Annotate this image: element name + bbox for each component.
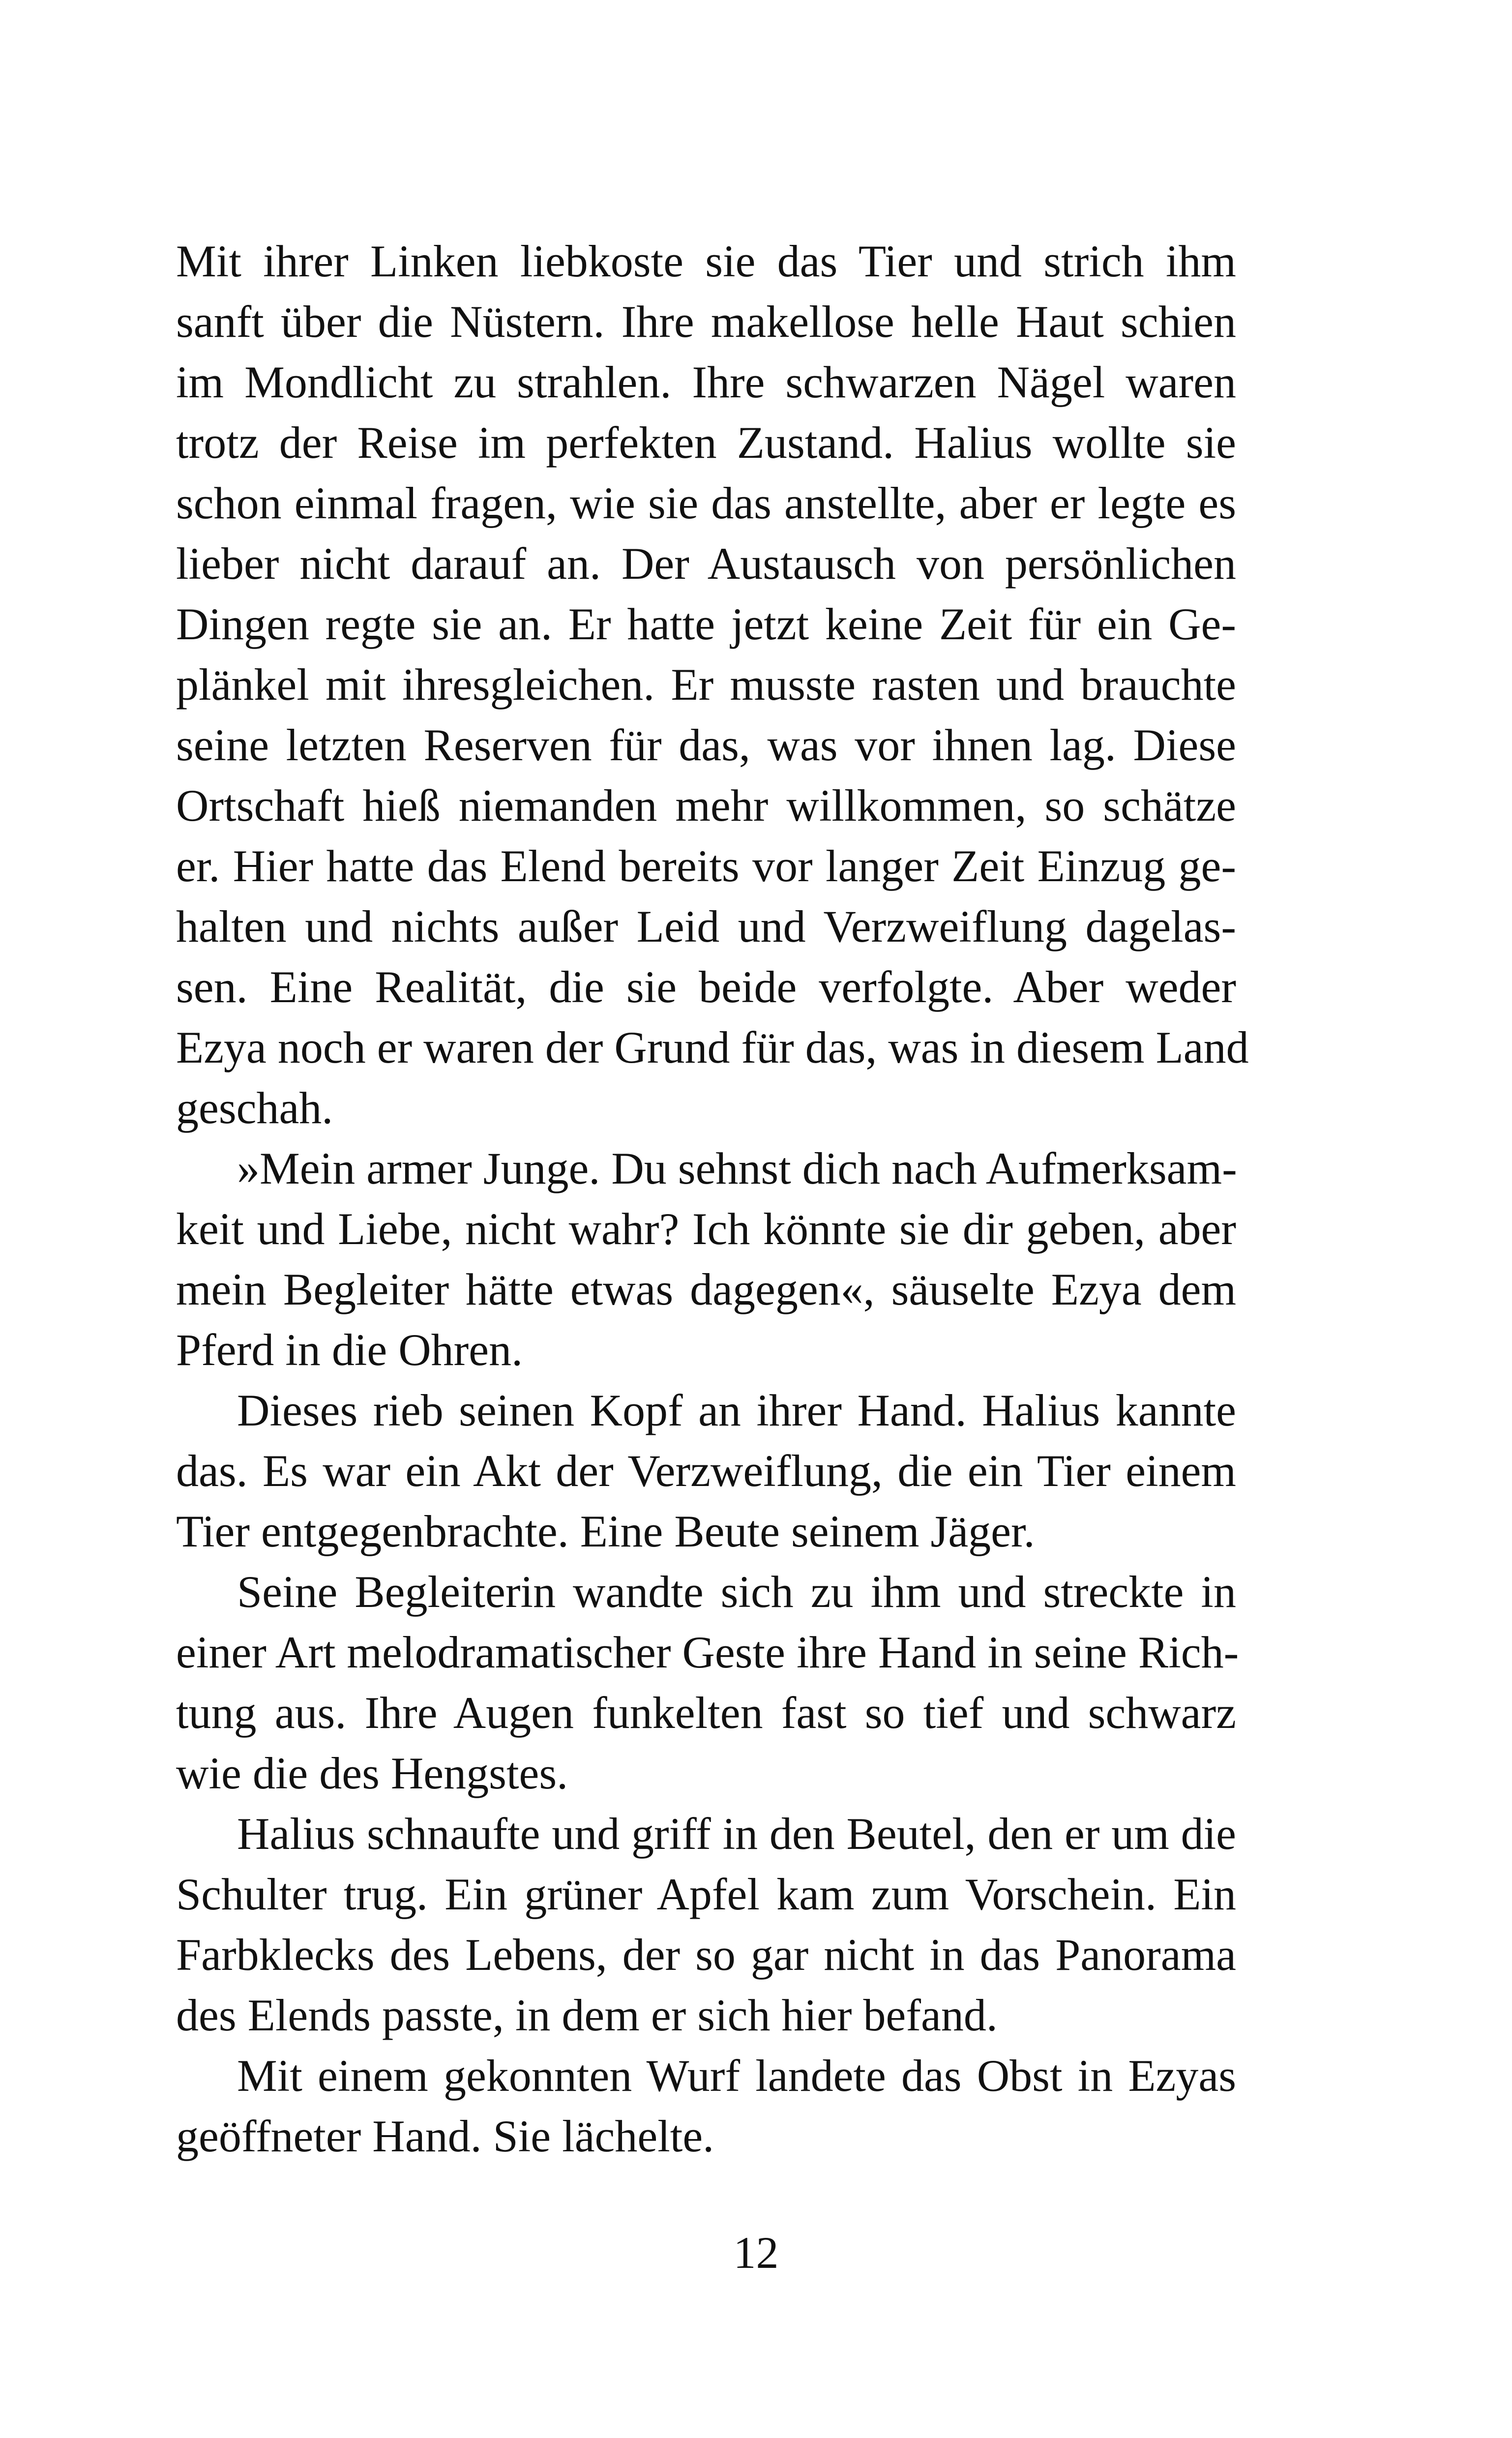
text-line: mein Begleiter hätte etwas dagegen«, säuselte Ezya dem [176, 1264, 1236, 1314]
page-number: 12 [733, 2228, 779, 2278]
text-line: des Elends passte, in dem er sich hier befand. [176, 1990, 998, 2040]
text-line: schon einmal fragen, wie sie das anstellte, aber er legte es [176, 478, 1236, 528]
text-line: seine letzten Reserven für das, was vor ihnen lag. Diese [176, 720, 1236, 770]
text-line: Seine Begleiterin wandte sich zu ihm und streckte in [237, 1567, 1236, 1617]
text-line: Mit einem gekonnten Wurf landete das Obst in Ezyas [237, 2051, 1236, 2101]
text-line: trotz der Reise im perfekten Zustand. Halius wollte sie [176, 417, 1236, 468]
text-line: wie die des Hengstes. [176, 1748, 568, 1798]
text-line: lieber nicht darauf an. Der Austausch von persönlichen [176, 538, 1236, 589]
text-line: Mit ihrer Linken liebkoste sie das Tier und strich ihm [176, 236, 1236, 286]
text-line: Pferd in die Ohren. [176, 1325, 523, 1375]
text-line: einer Art melodramatischer Geste ihre Hand in seine Rich- [176, 1627, 1239, 1677]
text-line: plänkel mit ihresgleichen. Er musste rasten und brauchte [176, 659, 1236, 710]
text-line: Ezya noch er waren der Grund für das, was in diesem Land [176, 1022, 1249, 1072]
text-line: sanft über die Nüstern. Ihre makellose helle Haut schien [176, 297, 1236, 347]
text-line: das. Es war ein Akt der Verzweiflung, die ein Tier einem [176, 1446, 1236, 1496]
text-line: Halius schnaufte und griff in den Beutel, den er um die [237, 1809, 1236, 1859]
text-line: geschah. [176, 1083, 333, 1133]
text-line: tung aus. Ihre Augen funkelten fast so tief und schwarz [176, 1688, 1236, 1738]
text-line: keit und Liebe, nicht wahr? Ich könnte sie dir geben, aber [176, 1204, 1236, 1254]
text-line: im Mondlicht zu strahlen. Ihre schwarzen Nägel waren [176, 357, 1236, 407]
text-line: Farbklecks des Lebens, der so gar nicht in das Panorama [176, 1930, 1236, 1980]
text-line: Ortschaft hieß niemanden mehr willkommen, so schätze [176, 780, 1236, 831]
text-line: »Mein armer Junge. Du sehnst dich nach Aufmerksam- [237, 1143, 1237, 1193]
text-line: Dieses rieb seinen Kopf an ihrer Hand. Halius kannte [237, 1385, 1236, 1435]
text-line: Dingen regte sie an. Er hatte jetzt keine Zeit für ein Ge- [176, 599, 1236, 649]
text-line: Tier entgegenbrachte. Eine Beute seinem Jäger. [176, 1506, 1035, 1556]
text-line: er. Hier hatte das Elend bereits vor langer Zeit Einzug ge- [176, 841, 1236, 891]
text-line: geöffneter Hand. Sie lächelte. [176, 2111, 714, 2161]
text-line: halten und nichts außer Leid und Verzweiflung dagelas- [176, 901, 1236, 951]
text-line: sen. Eine Realität, die sie beide verfolgte. Aber weder [176, 962, 1236, 1012]
text-line: Schulter trug. Ein grüner Apfel kam zum Vorschein. Ein [176, 1869, 1236, 1919]
